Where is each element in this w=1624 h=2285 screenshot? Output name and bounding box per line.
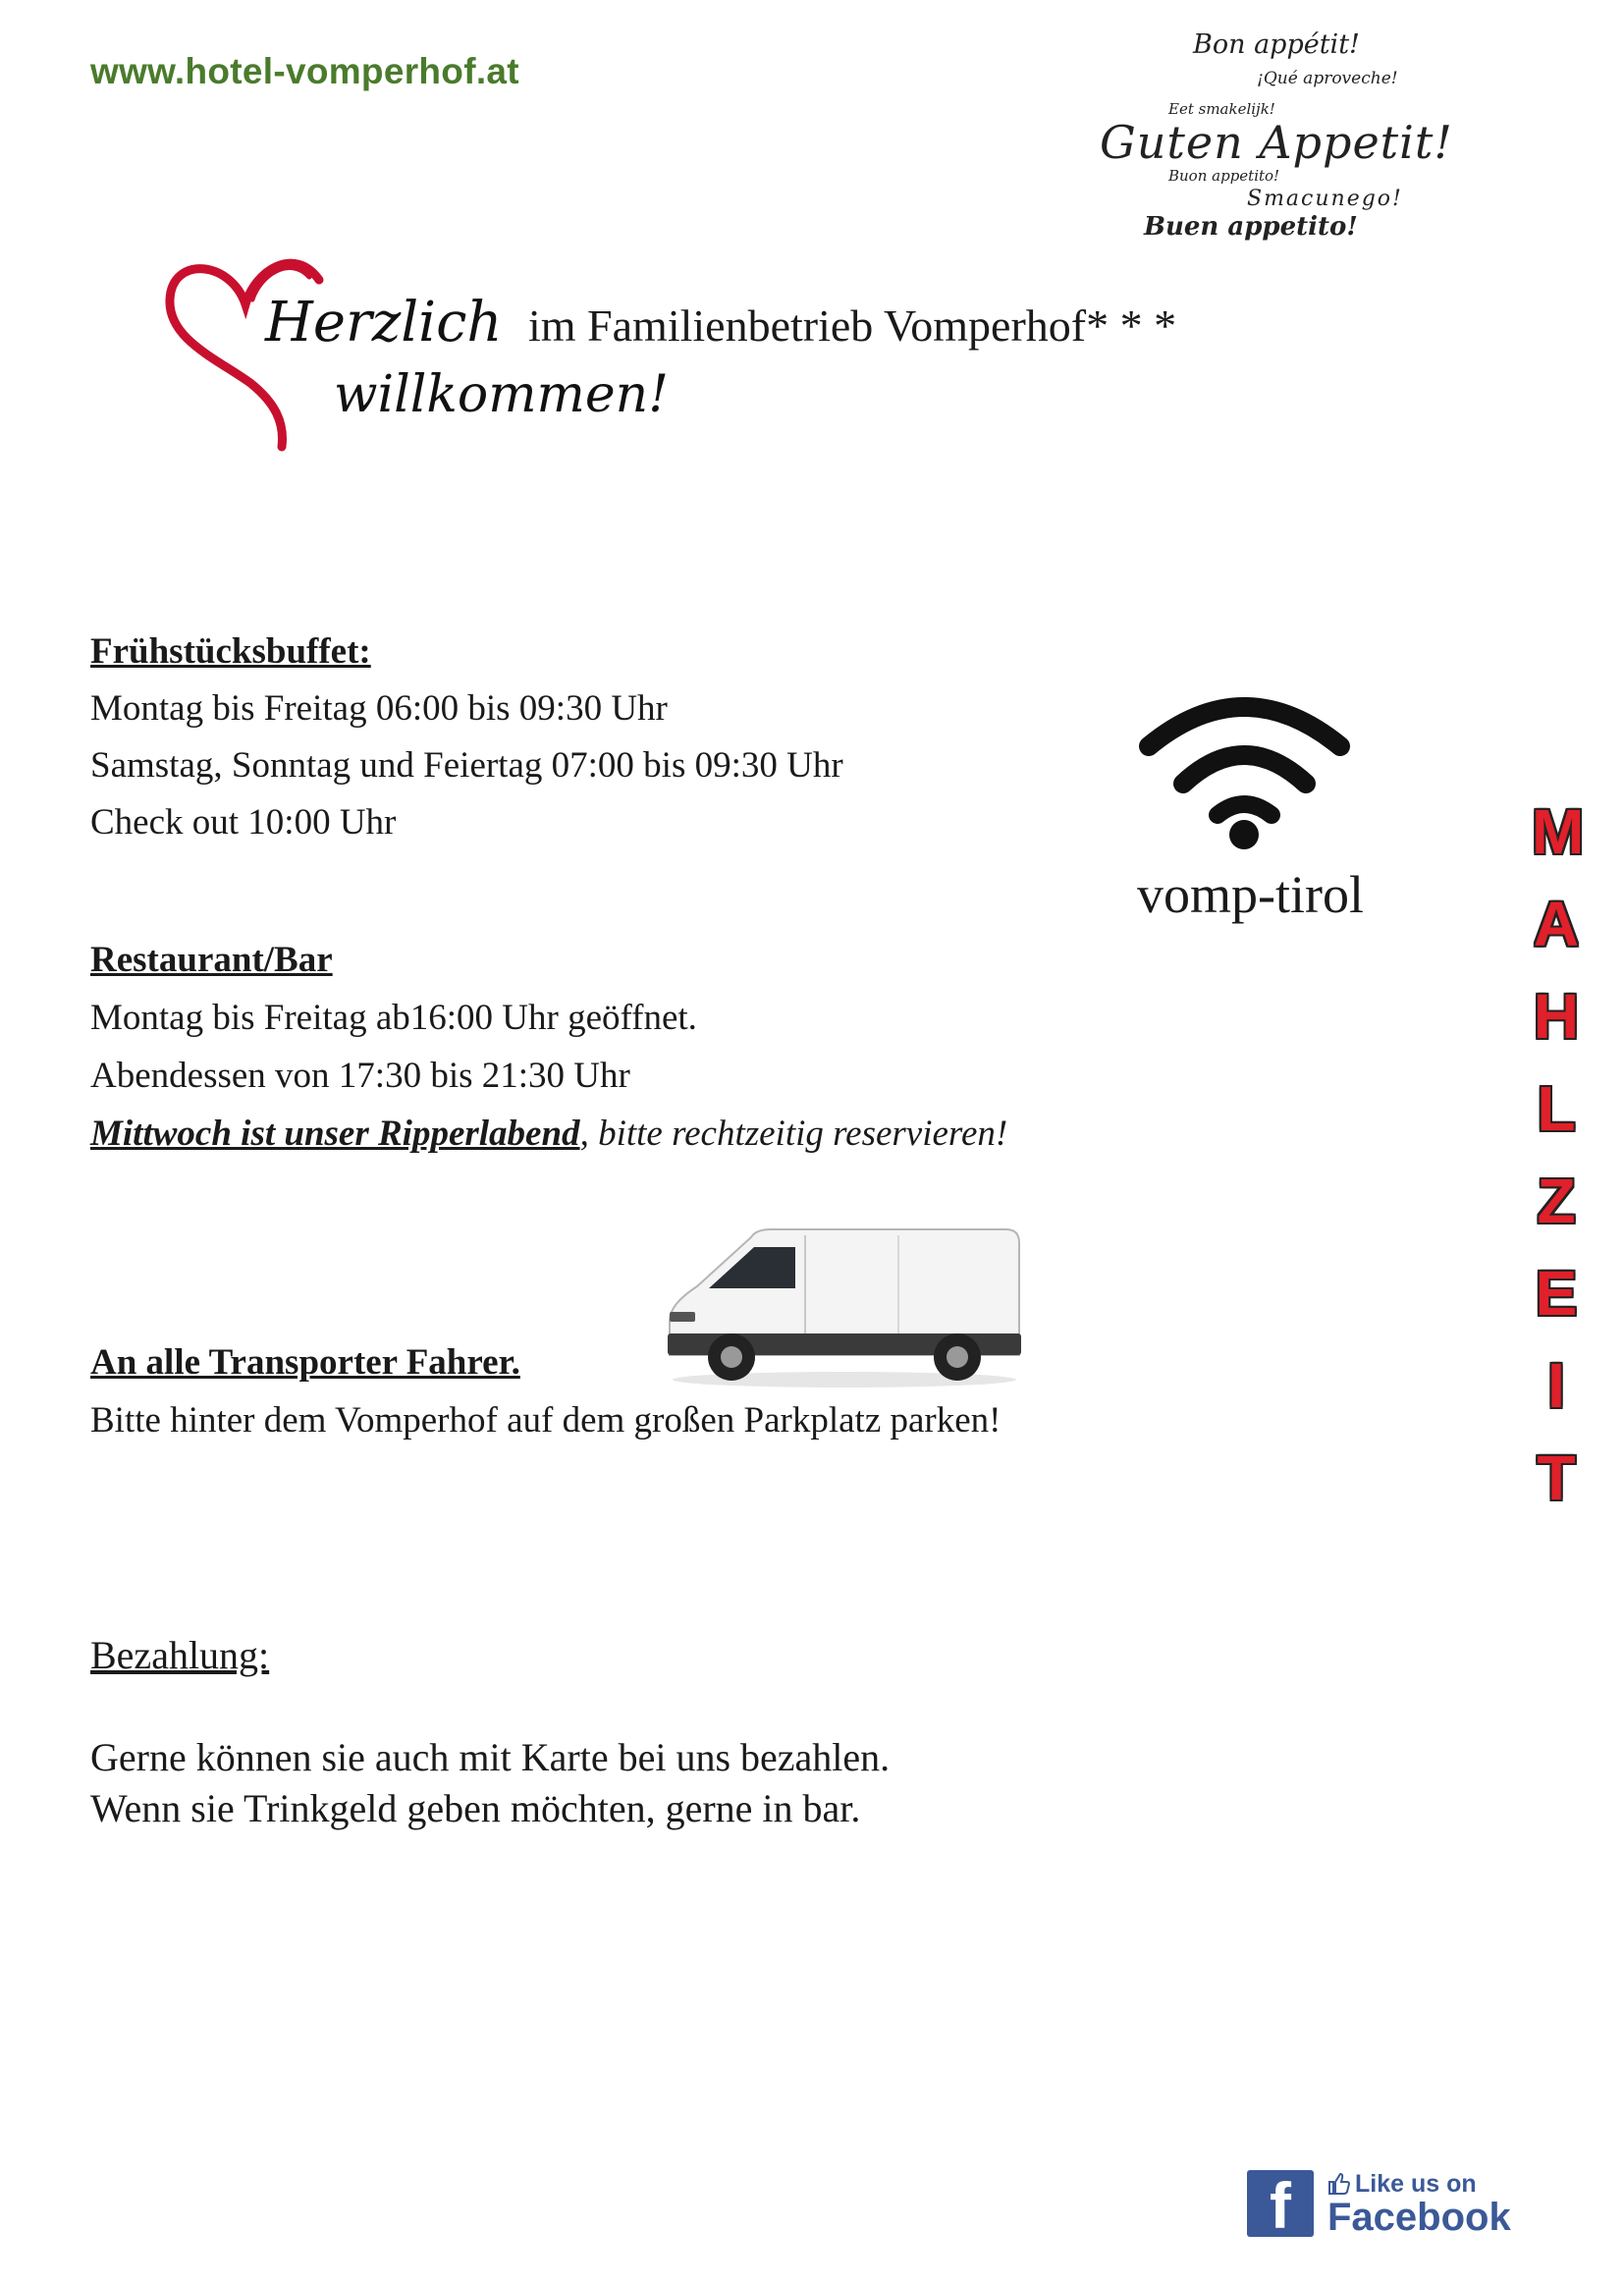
appetit-line-es2: Buen appetito! <box>1144 212 1358 242</box>
payment-card-line: Gerne können sie auch mit Karte bei uns bezahlen. <box>90 1735 891 1779</box>
restaurant-title: Restaurant/Bar <box>90 940 333 980</box>
mahlzeit-letter: M <box>1532 796 1585 867</box>
facebook-icon: f <box>1247 2170 1314 2237</box>
transport-title: An alle Transporter Fahrer. <box>90 1342 520 1383</box>
payment-title: Bezahlung: <box>90 1633 270 1677</box>
facebook-like-badge[interactable] <box>1247 2169 1512 2242</box>
breakfast-title: Frühstücksbuffet: <box>90 631 371 672</box>
mahlzeit-letter: T <box>1537 1442 1576 1513</box>
van-image <box>658 1218 1031 1394</box>
appetit-line-de: Guten Appetit! <box>1100 116 1453 169</box>
mahlzeit-letter: I <box>1547 1350 1565 1421</box>
dinner-hours-line: Abendessen von 17:30 bis 21:30 Uhr <box>90 1056 630 1096</box>
facebook-like-text: Like us on <box>1355 2170 1477 2198</box>
restaurant-hours-line: Montag bis Freitag ab16:00 Uhr geöffnet. <box>90 998 697 1038</box>
appetit-line-es: ¡Qué aproveche! <box>1257 69 1398 88</box>
appetit-line-pl: Smacunego! <box>1247 187 1403 211</box>
appetit-line-nl: Eet smakelijk! <box>1168 100 1275 118</box>
appetit-line-it: Buon appetito! <box>1168 167 1280 185</box>
breakfast-line-weekend: Samstag, Sonntag und Feiertag 07:00 bis 09:30 Uhr <box>90 745 843 786</box>
payment-tip-line: Wenn sie Trinkgeld geben möchten, gerne in bar. <box>90 1786 861 1830</box>
mahlzeit-letter: H <box>1533 981 1580 1052</box>
ripperlabend-line <box>90 1113 1007 1155</box>
breakfast-line-weekdays: Montag bis Freitag 06:00 bis 09:30 Uhr <box>90 688 668 729</box>
mahlzeit-letter: A <box>1533 889 1580 959</box>
mahlzeit-letter: E <box>1535 1258 1578 1329</box>
mahlzeit-letter: L <box>1537 1073 1576 1144</box>
mahlzeit-letter: Z <box>1537 1166 1576 1236</box>
parking-instruction: Bitte hinter dem Vomperhof auf dem großen Parkplatz parken! <box>90 1400 1001 1441</box>
checkout-line: Check out 10:00 Uhr <box>90 802 397 843</box>
wifi-icon <box>1139 687 1350 854</box>
welcome-text: im Familienbetrieb Vomperhof* * * <box>528 300 1177 351</box>
ripperlabend-highlight: Mittwoch ist unser Ripperlabend <box>90 1114 580 1154</box>
wifi-network-name: vomp-tirol <box>1137 865 1364 924</box>
facebook-name: Facebook <box>1327 2196 1511 2239</box>
ripperlabend-suffix: , bitte rechtzeitig reservieren! <box>579 1114 1008 1154</box>
appetit-line-fr: Bon appétit! <box>1193 29 1360 60</box>
welcome-script-line1: Herzlich <box>265 291 503 354</box>
mahlzeit-vertical <box>1532 786 1585 1524</box>
thumbs-up-icon <box>1327 2172 1351 2196</box>
website-link[interactable]: www.hotel-vomperhof.at <box>90 51 519 91</box>
appetit-logo <box>1070 20 1502 255</box>
welcome-script-line2: willkommen! <box>334 365 669 424</box>
